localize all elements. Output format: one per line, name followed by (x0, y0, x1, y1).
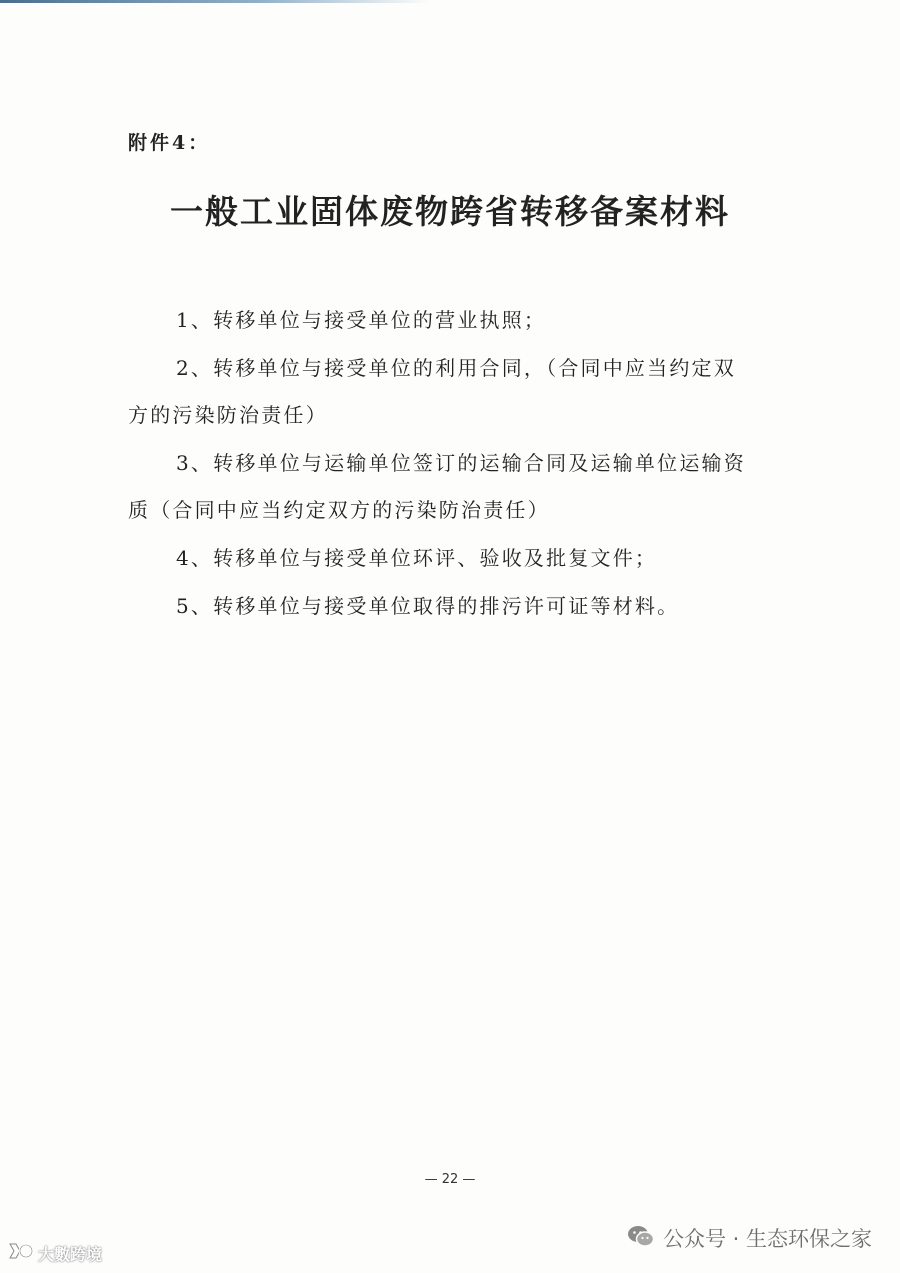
list-item: 2、转移单位与接受单位的利用合同，（合同中应当约定双方的污染防治责任） (128, 355, 736, 428)
list-item: 1、转移单位与接受单位的营业执照； (176, 308, 547, 332)
corner-logo-icon (6, 1240, 34, 1266)
wechat-watermark (627, 1223, 872, 1253)
list-item: 5、转移单位与接受单位取得的排污许可证等材料。 (176, 593, 680, 618)
scan-edge-strip (0, 0, 430, 3)
list-item: 3、转移单位与运输单位签订的运输合同及运输单位运输资质（合同中应当约定双方的污染防治责任） (128, 450, 746, 523)
wechat-account-text: 公众号 · 生态环保之家 (662, 1227, 872, 1251)
wechat-icon (627, 1224, 655, 1253)
corner-watermark (6, 1240, 102, 1266)
corner-watermark-text: 大數跨境 (38, 1244, 103, 1264)
document-title: 一般工业固体废物跨省转移备案材料 (170, 192, 730, 231)
attachment-label: 附件4： (128, 132, 211, 154)
list-item: 4、转移单位与接受单位环评、验收及批复文件； (176, 545, 658, 570)
page-number: — 22 — (424, 1172, 476, 1187)
item-list (128, 297, 758, 630)
